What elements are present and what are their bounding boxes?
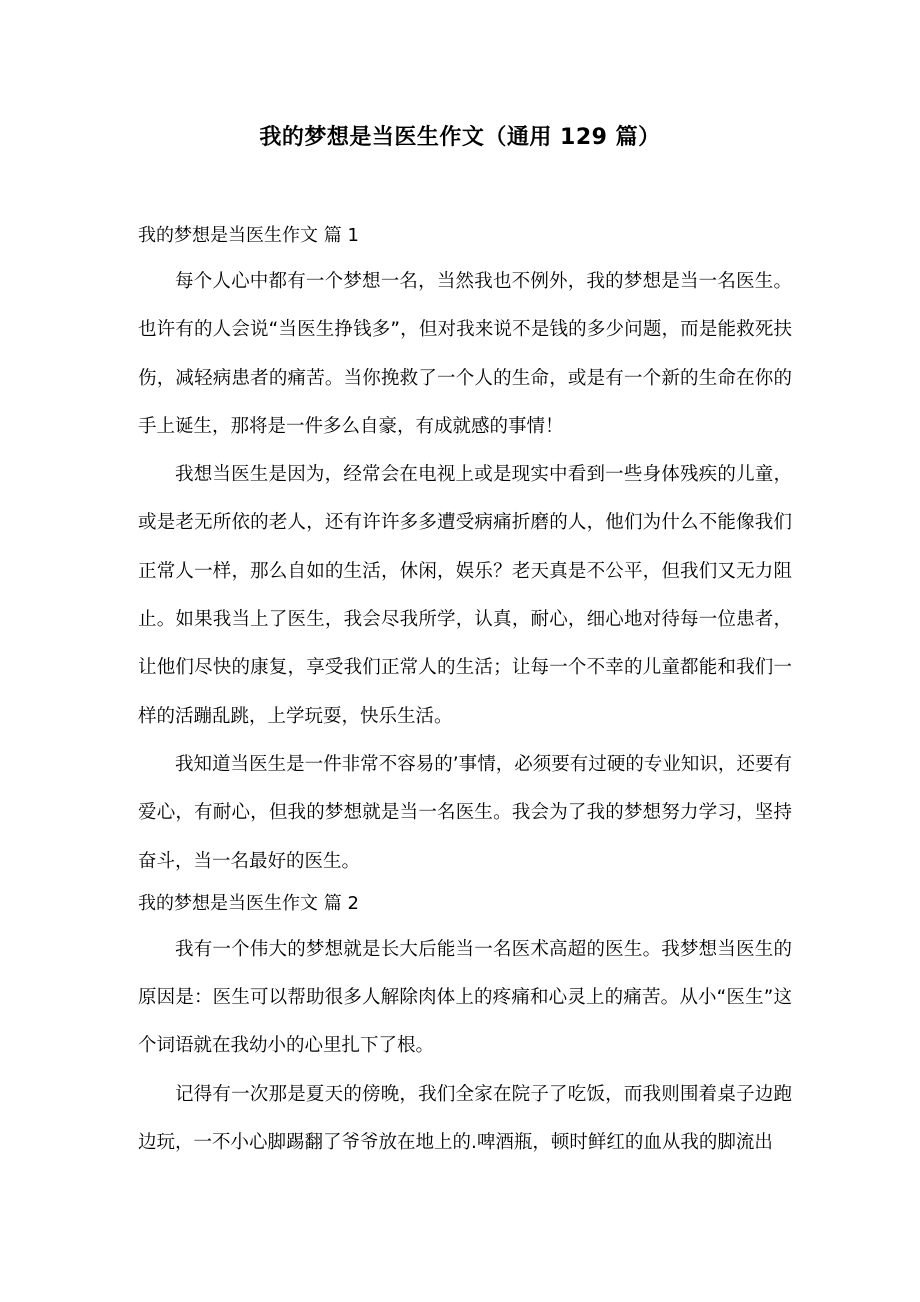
paragraph: 每个人心中都有一个梦想一名，当然我也不例外，我的梦想是当一名医生。也许有的人会说“当医生挣钱多”，但对我来说不是钱的多少问题，而是能救死扶伤，减轻病患者的痛苦。当你挽救了一个人的生命，或是有一个新的生命在你的手上诞生，那将是一件多么自豪，有成就感的事情！ xyxy=(138,271,792,437)
paragraph: 我知道当医生是一件非常不容易的’事情，必须要有过硬的专业知识，还要有爱心，有耐心，但我的梦想就是当一名医生。我会为了我的梦想努力学习，坚持奋斗，当一名最好的医生。 xyxy=(138,753,792,872)
section-heading: 我的梦想是当医生作文 篇 2 xyxy=(138,892,359,914)
section-1 xyxy=(138,218,792,886)
paragraph: 我想当医生是因为，经常会在电视上或是现实中看到一些身体残疾的儿童，或是老无所依的老人，还有许许多多遭受病痛折磨的人，他们为什么不能像我们正常人一样，那么自如的生活，休闲，娱乐？老天真是不公平，但我们又无力阻止。如果我当上了医生，我会尽我所学，认真，耐心，细心地对待每一位患者，让他们尽快的康复，享受我们正常人的生活；让每一个不幸的儿童都能和我们一样的活蹦乱跳，上学玩耍，快乐生活。 xyxy=(138,464,792,727)
paragraph: 我有一个伟大的梦想就是长大后能当一名医术高超的医生。我梦想当医生的原因是：医生可以帮助很多人解除肉体上的疼痛和心灵上的痛苦。从小“医生”这个词语就在我幼小的心里扎下了根。 xyxy=(138,938,792,1057)
paragraph: 记得有一次那是夏天的傍晚，我们全家在院子了吃饭，而我则围着桌子边跑边玩，一不小心脚踢翻了爷爷放在地上的.啤酒瓶，顿时鲜红的血从我的脚流出 xyxy=(138,1083,792,1154)
document-body xyxy=(138,218,792,1167)
section-2 xyxy=(138,886,792,1167)
section-heading: 我的梦想是当医生作文 篇 1 xyxy=(138,225,359,246)
document-title: 我的梦想是当医生作文（通用 129 篇） xyxy=(259,125,661,150)
